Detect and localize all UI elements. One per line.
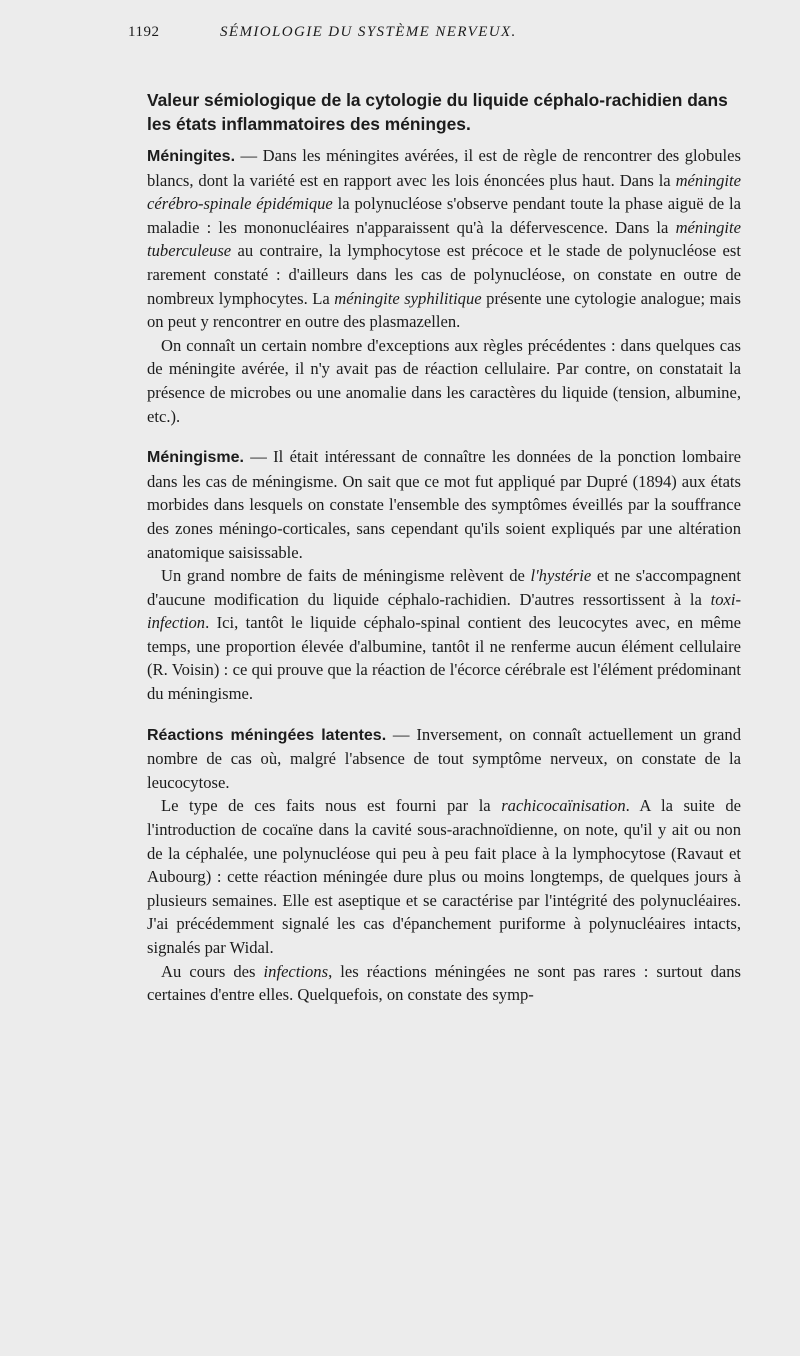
italic-term: rachicocaïnisation — [501, 796, 626, 816]
running-header — [128, 24, 728, 48]
paragraph-meningisme — [147, 445, 741, 564]
text-run: Le type de ces faits nous est fourni par la — [161, 796, 502, 816]
page-number: 1192 — [128, 24, 160, 40]
paragraph-reactions — [147, 723, 741, 795]
italic-term: méningite syphilitique — [334, 288, 482, 308]
text-run: . A la suite de l'introduction de cocaïne dans la cavité sous-arachnoïdienne, on note, qu'il y ait ou non de la céphalée, une polynucléose qui peu à peu fait place à la lymphocytose (Ravaut et Aubourg) : cette réaction méningée dure plus ou moins longtemps, de quelques jours à plusieurs semaines. Elle est aseptique et se caractérise par l'intégrité des polynucléaires. J'ai précédemment signalé les cas d'épanchement puriforme à polynucléaires intacts, signalés par Widal. — [147, 796, 741, 957]
section-heading-meningites: Méningites. — [147, 148, 236, 165]
text-run: présente une cytologie analogue; mais on peut y rencontrer en outre des plasmazellen. — [147, 288, 742, 332]
text-run: au contraire, la lymphocytose est précoce et le stade de polynucléose est rarement constaté : d'ailleurs dans les cas de polynucléose, on constate en outre de nombreux lymphocytes. La — [147, 241, 741, 308]
running-title: SÉMIOLOGIE DU SYSTÈME NERVEUX. — [220, 24, 517, 40]
text-run: Au cours des — [161, 961, 264, 981]
italic-term: méningite cérébro-spinale épidémique — [147, 170, 741, 214]
text-run: — Dans les méningites avérées, il est de règle de rencontrer des globules blancs, dont la variété est en rapport avec les lois énoncées plus haut. Dans la — [147, 146, 741, 190]
paragraph-hysterie — [147, 564, 741, 706]
paragraph-exceptions: On connaît un certain nombre d'exceptions aux règles précédentes : dans quelques cas de méningite avérée, il n'y avait pas de réaction cellulaire. Par contre, on constatait la présence de microbes ou une anomalie dans les caractères du liquide (tension, albumine, etc.). — [147, 335, 741, 426]
paragraph-infections — [147, 960, 741, 1007]
paragraph-rachicocainisation — [147, 794, 741, 959]
text-run: — Inversement, on connaît actuellement un grand nombre de cas où, malgré l'absence de tout symptôme nerveux, on constate de la leucocytose. — [147, 724, 741, 792]
body-text — [147, 144, 741, 1007]
italic-term: l'hystérie — [530, 566, 592, 586]
paragraph-meningites — [147, 144, 741, 334]
italic-term: méningite tuberculeuse — [147, 217, 741, 261]
section-heading-reactions: Réactions méningées latentes. — [147, 726, 387, 744]
text-run: , les réactions méningées ne sont pas rares : surtout dans certaines d'entre elles. Quelquefois, on constate des symp- — [147, 961, 741, 1005]
text-run: . Ici, tantôt le liquide céphalo-spinal contient des leucocytes avec, en même temps, une proportion élevée d'albumine, tantôt il ne renferme aucun élément cellulaire (R. Voisin) : ce qui prouve que la réaction de l'écorce cérébrale est l'élément prédominant du méningisme. — [147, 613, 741, 704]
section-heading-meningisme: Méningisme. — [147, 449, 244, 467]
italic-term: toxi-infection — [147, 589, 741, 633]
text-run: — Il était intéressant de connaître les données de la ponction lombaire dans les cas de méningisme. On sait que ce mot fut appliqué par Dupré (1894) aux états morbides dans lesquels on constate l'ensemble des symptômes éveillés par la souffrance des zones méningo-corticales, sans cependant qu'ils soient expliqués par une altération anatomique saisissable. — [147, 447, 741, 562]
text-run: Un grand nombre de faits de méningisme relèvent de — [161, 566, 531, 586]
text-run: la polynucléose s'observe pendant toute la phase aiguë de la maladie : les mononucléaires n'apparaissent qu'à la défervescence. Dans la — [147, 194, 741, 237]
italic-term: infections — [263, 961, 329, 981]
article-title: Valeur sémiologique de la cytologie du liquide céphalo-rachidien dans les états inflammatoires des méninges. — [147, 90, 728, 134]
text-run: et ne s'accompagnent d'aucune modification du liquide céphalo-rachidien. D'autres ressortissent à la — [147, 566, 741, 609]
